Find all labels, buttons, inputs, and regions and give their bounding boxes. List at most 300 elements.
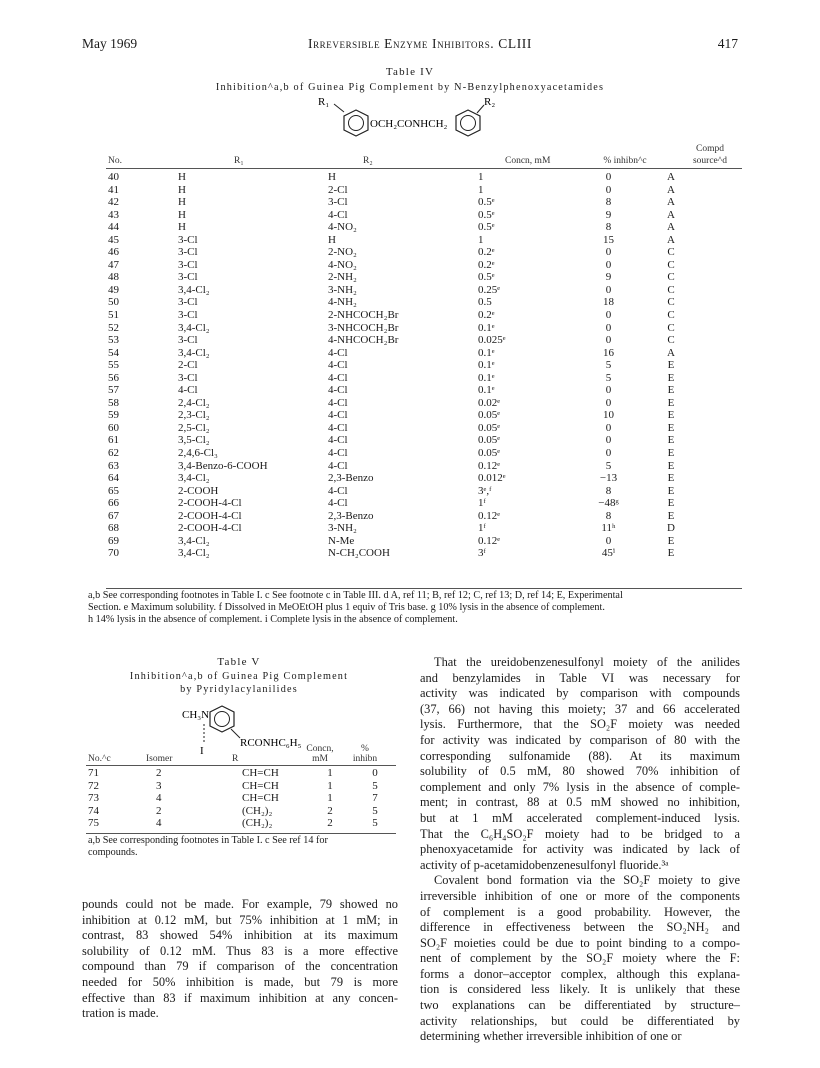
table4-header-rule	[106, 168, 742, 169]
table-cell-inh: 0	[605, 183, 612, 196]
table-cell-r1: 2,5-Cl₂	[178, 421, 210, 434]
header-no: No.	[108, 156, 122, 166]
linker-label: OCH₂CONHCH₂	[370, 118, 448, 130]
table4	[108, 171, 701, 560]
table-row	[88, 780, 400, 793]
table-cell-inh: 10	[603, 409, 614, 422]
text-line: solubility of 0.5 mM, 80 showed 70% inhibition of	[420, 764, 740, 779]
table-cell-r2: 4-Cl	[328, 484, 348, 497]
table-cell-conc: 0.2ᵉ	[478, 246, 495, 259]
table-cell-inh: −13	[599, 472, 618, 485]
table-cell-src: E	[667, 359, 675, 372]
text-line: solubility of 0.12 mM. Thus 83 is a more effective	[82, 943, 398, 958]
table-cell-no: 68	[108, 522, 119, 535]
table-cell-inh: 9	[605, 208, 612, 221]
table-cell-r1: 3,4-Benzo-6-COOH	[178, 459, 268, 472]
table-row	[108, 535, 701, 548]
table-cell-inh: 0	[605, 534, 612, 547]
table-cell-r2: 4-NH₂	[328, 296, 357, 309]
table-cell-conc: 0.5ᵉ	[478, 208, 495, 221]
table-cell-conc: 3ᵉ,ᶠ	[478, 484, 492, 497]
table-cell-inh: 16	[603, 346, 614, 359]
table-cell-src: E	[667, 434, 675, 447]
table-row	[108, 422, 701, 435]
table-cell-r1: 2-COOH-4-Cl	[178, 509, 242, 522]
table-cell-r1: 3-Cl	[178, 371, 198, 384]
table-cell-conc: 0.12ᵉ	[478, 459, 501, 472]
text-line: needed for 50% inhibition is made, but 79 is more	[82, 974, 398, 989]
table-cell-r2: 3-NH₂	[328, 283, 357, 296]
table-cell-inh: 0	[605, 258, 612, 271]
table-cell-isomer: 4	[156, 817, 162, 830]
table-cell-inh: 5	[605, 371, 612, 384]
table-cell-r1: 3,4-Cl₂	[178, 346, 210, 359]
table-row	[108, 246, 701, 259]
table-row	[108, 234, 701, 247]
table-cell-r1: 2-COOH-4-Cl	[178, 522, 242, 535]
table-row	[108, 259, 701, 272]
table-cell-inh: 0	[372, 767, 378, 779]
table-cell-src: E	[667, 534, 675, 547]
text-line: corresponding sulfonamide (88). At its maximum	[420, 748, 740, 763]
table-row	[108, 359, 701, 372]
left-column-text	[82, 897, 398, 1022]
table-cell-src: A	[667, 183, 675, 196]
pyridinium-ring-icon	[210, 706, 234, 732]
text-line: That the C₆H₄SO₂F moiety had to be bridged to a	[420, 826, 740, 841]
table4-title: Inhibition^a,b of Guinea Pig Complement by N-Benzylphenoxyacetamides	[215, 82, 605, 93]
table-cell-inh: 0	[605, 309, 612, 322]
t5-header-concn-top: Concn,	[306, 744, 334, 754]
table-row	[108, 460, 701, 473]
table-cell-no: 41	[108, 183, 119, 196]
table4-structure	[318, 94, 528, 144]
table-cell-r2: N-CH₂COOH	[328, 547, 390, 560]
text-line: (37, 66) not having this moiety; 37 and 66 accelerated	[420, 701, 740, 716]
text-line: and benzylamides in Table VI was necessary for	[420, 670, 740, 685]
table-cell-r1: 2,4,6-Cl₃	[178, 447, 218, 460]
table-cell-src: C	[667, 283, 675, 296]
text-line: determining whether irreversible inhibition of one or	[420, 1029, 682, 1044]
table-cell-conc: 0.5ᵉ	[478, 196, 495, 209]
table-cell-r2: 2,3-Benzo	[328, 509, 374, 522]
table-cell-inh: 5	[605, 359, 612, 372]
table-row	[108, 497, 701, 510]
table-cell-r2: 4-NO₂	[328, 258, 357, 271]
page-number: 417	[717, 36, 738, 51]
table-cell-no: 57	[108, 384, 119, 397]
t5-header-concn: mM	[312, 754, 328, 764]
benzene-ring-icon	[344, 110, 368, 136]
table-cell-src: A	[667, 196, 675, 209]
table-cell-src: E	[667, 384, 675, 397]
table-cell-r2: 2-NHCOCH₂Br	[328, 309, 399, 322]
table-cell-no: 50	[108, 296, 119, 309]
table4-footnote-2: Section. e Maximum solubility. f Dissolved in MeOEtOH plus 1 equiv of Tris base. g 10% lysis in the absence of complement.	[88, 602, 605, 613]
table-row	[108, 334, 701, 347]
table-cell-r1: 3,4-Cl₂	[178, 547, 210, 560]
table-cell-r1: 4-Cl	[178, 384, 198, 397]
table-cell-r2: 3-Cl	[328, 196, 348, 209]
table-cell-no: 62	[108, 447, 119, 460]
table-cell-no: 65	[108, 484, 119, 497]
text-line: for activity was indicated by comparison of 80 with the	[420, 732, 740, 747]
table-cell-conc: 0.25ᵉ	[478, 283, 501, 296]
table-cell-r1: 3,5-Cl₂	[178, 434, 210, 447]
table-cell-r2: 4-Cl	[328, 384, 348, 397]
table-cell-src: E	[667, 547, 675, 560]
table-cell-conc: 1ᶠ	[478, 497, 486, 510]
table5	[88, 767, 400, 830]
table-cell-conc: 0.05ᵉ	[478, 434, 501, 447]
t5-header-inhibn: inhibn	[352, 754, 378, 764]
table-cell-conc: 0.5	[478, 296, 492, 309]
table-cell-inh: 0	[605, 434, 612, 447]
table-row	[108, 510, 701, 523]
table-cell-inh: −48ᵍ	[598, 497, 619, 510]
table-cell-conc: 0.12ᵉ	[478, 509, 501, 522]
table-cell-isomer: 3	[156, 779, 162, 792]
table-cell-inh: 18	[603, 296, 614, 309]
table-cell-inh: 45ⁱ	[601, 547, 616, 560]
table-cell-no: 48	[108, 271, 119, 284]
table-cell-conc: 0.12ᵉ	[478, 534, 501, 547]
table-cell-inh: 8	[605, 221, 612, 234]
table-cell-src: E	[667, 484, 675, 497]
table-cell-src: E	[667, 447, 675, 460]
table-cell-inh: 5	[605, 459, 612, 472]
table-cell-r2: H	[328, 171, 336, 183]
text-line: lysis. Furthermore, that the SO₂F moiety was needed	[420, 717, 740, 732]
table-cell-no: 70	[108, 547, 119, 560]
table-cell-no: 54	[108, 346, 119, 359]
table5-title-2: by Pyridylacylanilides	[180, 684, 298, 695]
table-cell-r2: 3-NHCOCH₂Br	[328, 321, 399, 334]
table-cell-no: 71	[88, 767, 99, 779]
text-line: inhibition at 0.12 mM, but 75% inhibition at 1 mM; in	[82, 912, 398, 927]
table-cell-no: 64	[108, 472, 119, 485]
text-line: nent of complement by the SO₂F moiety where the F:	[420, 951, 740, 966]
table-cell-no: 74	[88, 804, 99, 817]
table-cell-r2: H	[328, 233, 336, 246]
table-row	[88, 817, 400, 830]
table-cell-conc: 0.05ᵉ	[478, 447, 501, 460]
text-line: Covalent bond formation via the SO₂F moiety to give	[434, 873, 740, 888]
table-cell-r1: 3-Cl	[178, 233, 198, 246]
table-cell-src: E	[667, 472, 675, 485]
table5-bottom-rule	[86, 833, 396, 834]
table-cell-r2: 4-Cl	[328, 208, 348, 221]
table-cell-src: A	[667, 221, 675, 234]
table-row	[108, 372, 701, 385]
table-row	[88, 767, 400, 780]
table-cell-r1: 3-Cl	[178, 334, 198, 347]
table-cell-src: A	[667, 208, 675, 221]
table-cell-r2: 4-Cl	[328, 421, 348, 434]
table-cell-src: E	[667, 421, 675, 434]
table-cell-src: E	[667, 497, 675, 510]
table-cell-src: A	[667, 346, 675, 359]
t5-header-isomer: Isomer	[146, 754, 173, 764]
table-row	[108, 184, 701, 197]
table-cell-src: E	[667, 509, 675, 522]
table-cell-conc: 0.02ᵉ	[478, 396, 501, 409]
table-cell-r2: 3-NH₂	[328, 522, 357, 535]
table-cell-inh: 0	[605, 321, 612, 334]
table-cell-r2: 2-NH₂	[328, 271, 357, 284]
text-line: tration is made.	[82, 1006, 159, 1021]
table-cell-no: 75	[88, 817, 99, 830]
table-row	[108, 522, 701, 535]
table4-footnote-1: a,b See corresponding footnotes in Table I. c See footnote c in Table III. d A, ref 11; B, ref 12; C, ref 13; D, ref 14; E, Experimental	[88, 590, 623, 601]
table-cell-r2: 2-Cl	[328, 183, 348, 196]
table-cell-no: 53	[108, 334, 119, 347]
table-cell-conc: 0.05ᵉ	[478, 409, 501, 422]
table-cell-r2: 4-Cl	[328, 447, 348, 460]
table-cell-isomer: 2	[156, 767, 162, 779]
right-column-text	[420, 655, 740, 1045]
table-cell-conc: 0.1ᵉ	[478, 321, 495, 334]
table-cell-r1: 3-Cl	[178, 296, 198, 309]
table-cell-isomer: 2	[156, 804, 162, 817]
table-cell-r2: 4-NHCOCH₂Br	[328, 334, 399, 347]
methyl-n-label: CH₃N	[182, 709, 210, 721]
iodide-label: I	[200, 745, 204, 757]
table-cell-conc: 1ᶠ	[478, 522, 486, 535]
header-source: source^d	[692, 156, 727, 166]
table-cell-src: E	[667, 409, 675, 422]
header-concn: Concn, mM	[505, 156, 551, 166]
table-cell-no: 67	[108, 509, 119, 522]
table-cell-inh: 0	[605, 384, 612, 397]
table-row	[108, 221, 701, 234]
table-cell-conc: 1	[478, 233, 484, 246]
table-cell-src: C	[667, 321, 675, 334]
table-row	[108, 196, 701, 209]
table-row	[108, 434, 701, 447]
text-line: pounds could not be made. For example, 79 showed no	[82, 897, 398, 911]
table-cell-no: 40	[108, 171, 119, 183]
table-cell-r2: 4-Cl	[328, 497, 348, 510]
table-cell-inh: 7	[372, 792, 378, 805]
table-cell-conc: 2	[327, 804, 333, 817]
table-cell-r1: 3,4-Cl₂	[178, 283, 210, 296]
table-cell-conc: 0.1ᵉ	[478, 346, 495, 359]
text-line: difference in effectiveness between the SO₂NH₂ and	[420, 920, 740, 935]
table-cell-r1: 3,4-Cl₂	[178, 472, 210, 485]
text-line: but at 1 mM accelerated complement-induced lysis.	[420, 810, 740, 825]
table-cell-src: E	[667, 396, 675, 409]
table-cell-r2: N-Me	[328, 534, 355, 547]
table-cell-no: 56	[108, 371, 119, 384]
table-cell-r2: 4-Cl	[328, 359, 348, 372]
table-cell-r1: 3,4-Cl₂	[178, 321, 210, 334]
table-cell-src: C	[667, 296, 675, 309]
table-cell-r1: H	[178, 221, 186, 234]
table-cell-r1: H	[178, 208, 186, 221]
table-cell-inh: 0	[605, 171, 612, 183]
header-inhibn: % inhibn^c	[603, 156, 647, 166]
table-row	[108, 309, 701, 322]
table5-header-rule	[86, 765, 396, 766]
table-cell-r: CH=CH	[242, 792, 279, 805]
table-cell-inh: 0	[605, 246, 612, 259]
table-cell-conc: 0.1ᵉ	[478, 384, 495, 397]
text-line: activity relationships, but could be differentiated by	[420, 1013, 740, 1028]
table-cell-conc: 0.025ᵉ	[478, 334, 506, 347]
table-cell-conc: 1	[478, 171, 484, 183]
table-cell-r1: 2,4-Cl₂	[178, 396, 210, 409]
table5-title: Inhibition^a,b of Guinea Pig Complement	[129, 671, 349, 682]
table-cell-conc: 0.5ᵉ	[478, 271, 495, 284]
text-line: activity was indicated by comparison with compounds	[420, 686, 740, 701]
table-cell-src: C	[667, 271, 675, 284]
table-cell-r2: 4-Cl	[328, 371, 348, 384]
table-cell-r1: 3-Cl	[178, 258, 198, 271]
header-r2: R₂	[363, 156, 373, 166]
table-cell-no: 52	[108, 321, 119, 334]
table-cell-inh: 0	[605, 283, 612, 296]
table-cell-src: A	[667, 233, 675, 246]
text-line: compound than 79 if comparison of the concentration	[82, 959, 398, 974]
table-cell-src: C	[667, 309, 675, 322]
benzene-ring-icon	[456, 110, 480, 136]
table-cell-inh: 15	[603, 233, 614, 246]
table-cell-no: 58	[108, 396, 119, 409]
table4-footnote-3: h 14% lysis in the absence of complement. i Complete lysis in the absence of complement.	[88, 614, 458, 625]
table-cell-inh: 5	[372, 804, 378, 817]
table-cell-r: CH=CH	[242, 767, 279, 779]
t5-header-inh-top: %	[361, 744, 369, 754]
text-line: ment; in contrast, 88 at 0.5 mM showed no inhibition,	[420, 795, 740, 810]
table-cell-r1: 2-COOH-4-Cl	[178, 497, 242, 510]
table-cell-src: E	[667, 371, 675, 384]
rconh-label: RCONHC₆H₅	[240, 737, 302, 749]
table-row	[108, 209, 701, 222]
text-line: activity of p-acetamidobenzenesulfonyl fluoride.³ᵃ	[420, 857, 669, 872]
table-cell-conc: 0.5ᵉ	[478, 221, 495, 234]
table-cell-conc: 0.012ᵉ	[478, 472, 506, 485]
header-r1: R₁	[234, 156, 244, 166]
table-cell-src: C	[667, 334, 675, 347]
table-cell-no: 61	[108, 434, 119, 447]
running-head-date: May 1969	[82, 36, 138, 51]
table-cell-r2: 4-Cl	[328, 459, 348, 472]
table-cell-inh: 0	[605, 396, 612, 409]
r1-substituent-label: R₁	[318, 96, 330, 108]
table-cell-conc: 1	[478, 183, 484, 196]
table-cell-conc: 0.1ᵉ	[478, 359, 495, 372]
header-compd: Compd	[696, 144, 724, 154]
table-cell-conc: 1	[327, 779, 333, 792]
table-cell-r2: 4-Cl	[328, 434, 348, 447]
table-cell-r2: 2,3-Benzo	[328, 472, 374, 485]
table-cell-src: A	[667, 171, 675, 183]
table-cell-src: D	[667, 522, 675, 535]
text-line: SO₂F moieties could be due to point binding to a compo-	[420, 935, 740, 950]
text-line: irreversible inhibition of one or more of the components	[420, 888, 740, 903]
table-cell-r1: 3-Cl	[178, 271, 198, 284]
table5-footnote-1: a,b See corresponding footnotes in Table I. c See ref 14 for	[88, 835, 328, 846]
table-cell-conc: 2	[327, 817, 333, 830]
table-cell-no: 51	[108, 309, 119, 322]
table-cell-no: 55	[108, 359, 119, 372]
table-row	[88, 805, 400, 818]
table-row	[108, 271, 701, 284]
running-head-title: Irreversible Enzyme Inhibitors. CLIII	[307, 36, 532, 51]
table-cell-no: 59	[108, 409, 119, 422]
table-cell-no: 43	[108, 208, 119, 221]
table-cell-inh: 0	[605, 421, 612, 434]
table-cell-src: C	[667, 246, 675, 259]
table-cell-conc: 0.2ᵉ	[478, 309, 495, 322]
table-cell-src: C	[667, 258, 675, 271]
table-cell-inh: 8	[605, 509, 612, 522]
table-cell-src: E	[667, 459, 675, 472]
table-cell-r1: 3-Cl	[178, 246, 198, 259]
table-cell-r1: 2,3-Cl₂	[178, 409, 210, 422]
table-row	[108, 347, 701, 360]
table-cell-conc: 1	[327, 792, 333, 805]
table-cell-no: 73	[88, 792, 99, 805]
table-row	[108, 447, 701, 460]
table-cell-no: 47	[108, 258, 119, 271]
table-cell-conc: 0.05ᵉ	[478, 421, 501, 434]
table-row	[108, 384, 701, 397]
table-cell-r2: 4-Cl	[328, 396, 348, 409]
table-cell-no: 66	[108, 497, 119, 510]
table-cell-r1: 3-Cl	[178, 309, 198, 322]
table-row	[88, 792, 400, 805]
text-line: contrast, 83 showed 54% inhibition at its maximum	[82, 928, 398, 943]
text-line: two explanations can be differentiated by structure–	[420, 998, 740, 1013]
text-line: phenoxyacetamide for activity was indicated by lack of	[420, 842, 740, 857]
table-cell-inh: 0	[605, 334, 612, 347]
table-cell-r: (CH₂)₂	[242, 817, 273, 830]
table-cell-inh: 9	[605, 271, 612, 284]
table-cell-conc: 1	[327, 767, 333, 779]
text-line: effective than 83 if maximum inhibition at any concen-	[82, 990, 398, 1005]
table-cell-conc: 0.1ᵉ	[478, 371, 495, 384]
table-cell-r2: 4-Cl	[328, 409, 348, 422]
table-cell-r1: 2-COOH	[178, 484, 219, 497]
table-cell-r1: H	[178, 196, 186, 209]
table-row	[108, 296, 701, 309]
table-cell-r2: 4-Cl	[328, 346, 348, 359]
table-cell-r2: 2-NO₂	[328, 246, 357, 259]
table-cell-no: 69	[108, 534, 119, 547]
table-row	[108, 547, 701, 560]
table-row	[108, 284, 701, 297]
text-line: tion is considered less likely. It is unlikely that these	[420, 982, 740, 997]
table-cell-conc: 0.2ᵉ	[478, 258, 495, 271]
r2-substituent-label: R₂	[484, 96, 496, 108]
t5-header-r: R	[232, 754, 239, 764]
table-cell-r1: 2-Cl	[178, 359, 198, 372]
text-line: of complement is a good probability. However, the	[420, 904, 740, 919]
table-cell-r2: 4-NO₂	[328, 221, 357, 234]
table-cell-no: 44	[108, 221, 119, 234]
table-cell-inh: 8	[605, 484, 612, 497]
table-row	[108, 485, 701, 498]
table-cell-no: 63	[108, 459, 119, 472]
table-cell-inh: 11ʰ	[601, 522, 616, 535]
table-cell-no: 45	[108, 233, 119, 246]
table-cell-no: 42	[108, 196, 119, 209]
table-cell-no: 60	[108, 421, 119, 434]
table-cell-r1: H	[178, 183, 186, 196]
table-cell-r1: H	[178, 171, 186, 183]
